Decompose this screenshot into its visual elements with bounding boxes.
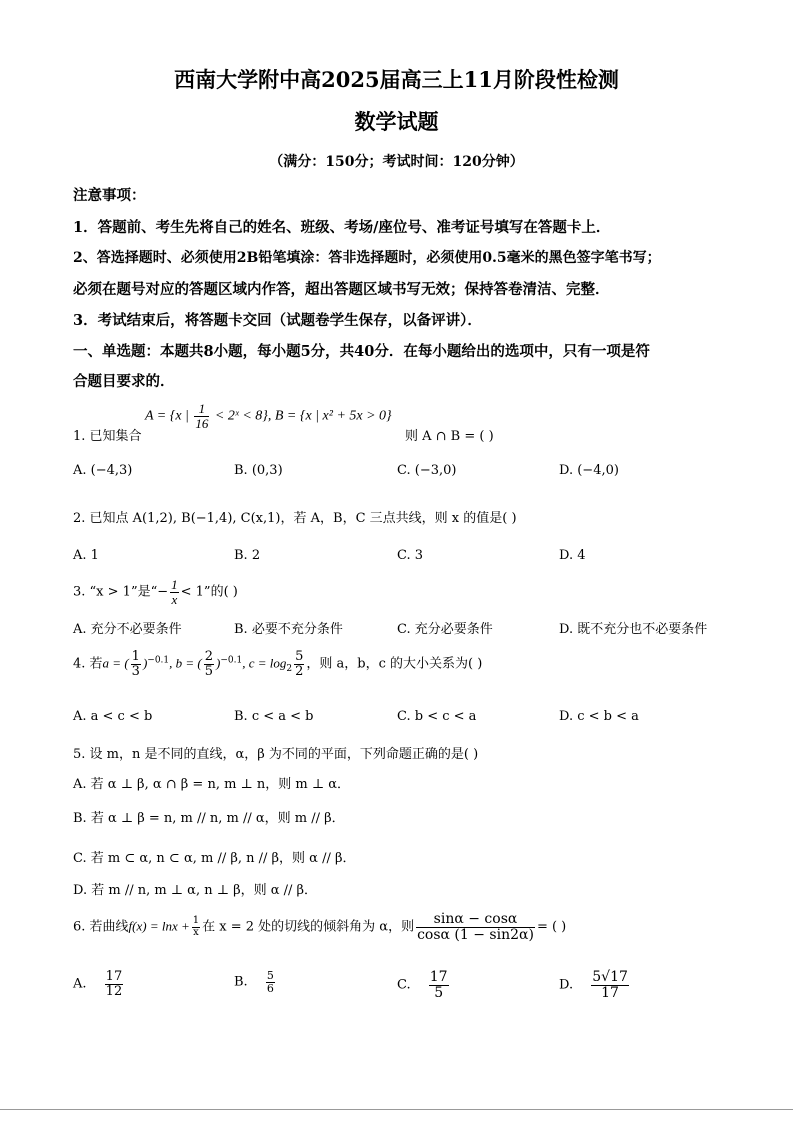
q4-c-num: 5: [295, 649, 304, 664]
q4-a-lhs: a = (: [102, 655, 129, 671]
q6-option-b-fraction: [266, 970, 275, 994]
q6-option-b-label: B.: [234, 974, 248, 990]
q1-option-b: B. (0,3): [234, 463, 283, 478]
q2-option-c: C. 3: [397, 548, 424, 563]
q1-frac-den: 16: [195, 415, 209, 431]
q4-option-b: B. c < a < b: [234, 709, 314, 724]
section-heading-line2: 合题目要求的．: [73, 373, 175, 390]
q6-option-a-fraction: [105, 970, 124, 998]
q1-option-a: A. (−4,3): [73, 463, 133, 478]
q4-c-fraction: [294, 650, 304, 678]
q1-setb: B = {x | x² + 5x > 0}: [274, 408, 392, 424]
q3-part1: 3. “x > 1”是“−: [73, 584, 169, 600]
q3-part2: < 1”的( ): [180, 584, 238, 600]
q4-stem: [73, 650, 482, 678]
q4-a-fraction: [131, 650, 141, 678]
q6-option-a-label: A.: [73, 976, 87, 992]
q4-option-a: A. a < c < b: [73, 709, 153, 724]
q6-option-c-num: 17: [429, 969, 448, 985]
q3-frac-den: x: [171, 591, 178, 607]
q4-b-close: ): [216, 655, 221, 671]
q6-option-d-label: D.: [559, 977, 574, 993]
q4-b-den: 5: [204, 663, 214, 679]
page-bottom-divider: [0, 1109, 793, 1110]
q2-option-a: A. 1: [73, 548, 99, 563]
q4-a-num: 1: [131, 649, 140, 664]
q1-suffix: 则 A ∩ B = ( ): [405, 429, 494, 444]
q4-c-base: 2: [286, 664, 293, 675]
q1-prefix: 1. 已知集合: [73, 429, 142, 444]
q6-option-d-fraction: [591, 970, 629, 1000]
q6-f-expr: f(x) = lnx +: [128, 918, 190, 934]
q4-a-exp: −0.1: [147, 655, 170, 666]
q6-option-a: [73, 970, 125, 998]
q3-option-d: D. 既不充分也不必要条件: [559, 622, 708, 637]
q1-seta-lhs: A = {x |: [145, 408, 189, 424]
q6-big-fraction: [416, 912, 535, 942]
exam-info: （满分：150分；考试时间：120分钟）: [269, 154, 524, 170]
q1-set-expression: [145, 402, 392, 430]
q6-mid: 在 x = 2 处的切线的倾斜角为 α，则: [202, 919, 415, 935]
q1-inequality: < 2ˣ < 8},: [214, 408, 272, 424]
q1-frac-num: 1: [198, 401, 206, 416]
q5-option-b: B. 若 α ⊥ β = n, m // n, m // α，则 m // β．: [73, 811, 345, 826]
q2-stem: 2. 已知点 A(1,2), B(−1,4), C(x,1)，若 A，B，C 三点共线，则 x 的值是( ): [73, 511, 517, 526]
q3-stem: [73, 578, 238, 606]
q6-option-c-den: 5: [429, 985, 449, 1001]
q6-big-den: cosα (1 − sin2α): [417, 926, 534, 943]
q6-f-den: x: [193, 926, 199, 938]
q1-option-d: D. (−4,0): [559, 463, 619, 478]
q6-prefix: 6. 若曲线: [73, 919, 129, 935]
q4-c-lhs: , c = log: [242, 655, 287, 671]
q6-f-fraction: [192, 916, 200, 938]
q5-option-d: D. 若 m // n, m ⊥ α, n ⊥ β，则 α // β．: [73, 883, 318, 898]
q4-a-close: ): [142, 655, 148, 671]
q2-option-d: D. 4: [559, 548, 586, 563]
q4-suffix: ，则 a，b，c 的大小关系为( ): [306, 656, 483, 672]
q6-option-c-label: C.: [397, 977, 411, 993]
q6-option-a-num: 17: [105, 969, 123, 984]
q1-option-c: C. (−3,0): [397, 463, 457, 478]
page-title: 西南大学附中高2025届高三上11月阶段性检测: [174, 67, 619, 92]
q5-option-a: A. 若 α ⊥ β, α ∩ β = n, m ⊥ n，则 m ⊥ α．: [73, 777, 350, 792]
q2-option-b: B. 2: [234, 548, 261, 563]
q6-option-c-fraction: [429, 970, 449, 1000]
q6-option-d: [559, 970, 631, 1000]
q6-option-d-num: 5√17: [592, 969, 628, 985]
q4-b-fraction: [204, 650, 214, 678]
q4-b-num: 2: [204, 649, 214, 664]
q6-f-num: 1: [192, 915, 200, 927]
note-item-1: 1．答题前、考生先将自己的姓名、班级、考场/座位号、准考证号填写在答题卡上．: [73, 219, 611, 236]
q6-suffix: = ( ): [536, 919, 567, 935]
q6-option-a-den: 12: [105, 983, 123, 999]
q6-option-b: [234, 970, 277, 994]
q3-option-a: A. 充分不必要条件: [73, 622, 182, 637]
note-item-2b: 必须在题号对应的答题区域内作答，超出答题区域书写无效；保持答卷清洁、完整．: [73, 281, 610, 298]
q5-stem: 5. 设 m，n 是不同的直线，α，β 为不同的平面，下列命题正确的是( ): [73, 747, 479, 762]
notes-heading: 注意事项：: [73, 187, 146, 204]
q6-option-c: [397, 970, 451, 1000]
q6-option-d-den: 17: [591, 985, 629, 1001]
note-item-3: 3．考试结束后，将答题卡交回（试题卷学生保存，以备评讲）．: [73, 312, 482, 329]
q4-option-d: D. c < b < a: [559, 709, 639, 724]
q6-stem: [73, 912, 566, 942]
q4-a-den: 3: [131, 663, 140, 679]
q4-b-lhs: , b = (: [169, 655, 202, 671]
note-item-2a: 2、答选择题时、必须使用2B铅笔填涂：答非选择题时，必须使用0.5毫米的黑色签字笔书写；: [73, 250, 661, 266]
q3-option-b: B. 必要不充分条件: [234, 622, 343, 637]
q1-fraction: [194, 402, 209, 430]
q4-c-den: 2: [295, 663, 304, 679]
q5-option-c: C. 若 m ⊂ α, n ⊂ α, m // β, n // β，则 α // β．: [73, 851, 356, 866]
q3-fraction: [170, 578, 179, 606]
section-heading-line1: 一、单选题：本题共8小题，每小题5分，共40分．在每小题给出的选项中，只有一项是符: [73, 343, 650, 360]
q4-b-exp: −0.1: [220, 655, 243, 666]
q3-option-c: C. 充分必要条件: [397, 622, 493, 637]
q6-option-b-num: 5: [266, 969, 274, 982]
q4-prefix: 4. 若: [73, 656, 103, 672]
q6-big-num: sinα − cosα: [433, 911, 518, 927]
q4-option-c: C. b < c < a: [397, 709, 477, 724]
q3-frac-num: 1: [171, 577, 178, 592]
q6-option-b-den: 6: [266, 981, 274, 995]
page-subtitle: 数学试题: [354, 109, 439, 134]
